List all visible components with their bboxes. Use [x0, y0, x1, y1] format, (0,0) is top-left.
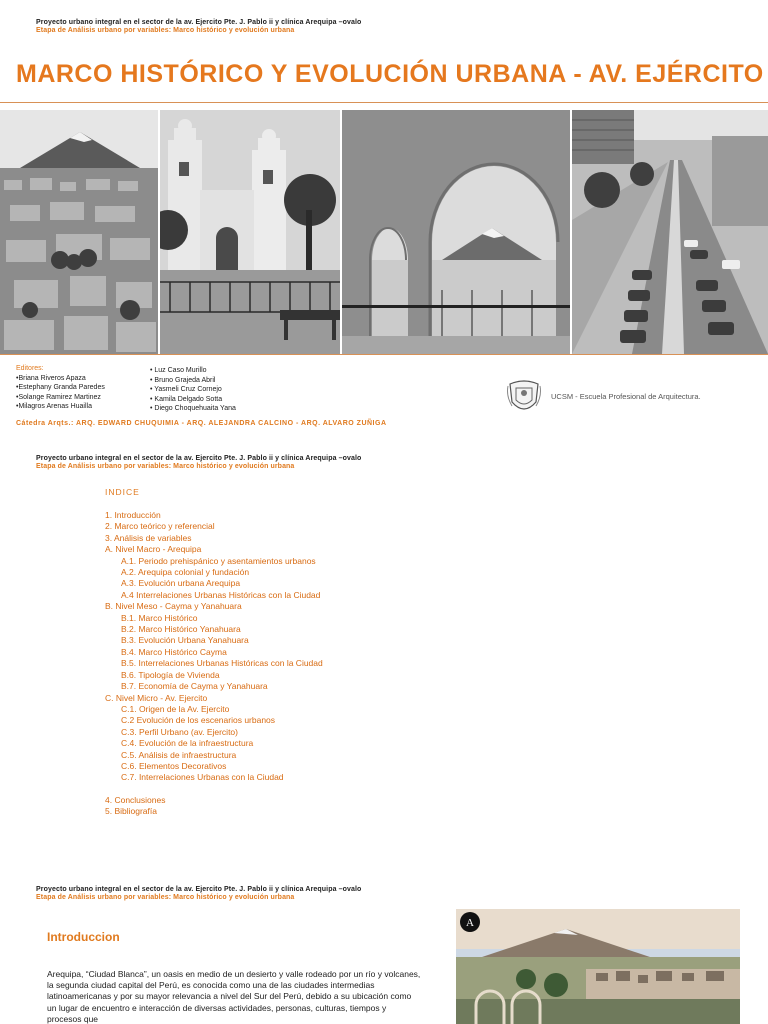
toc-item[interactable]: C.2 Evolución de los escenarios urbanos	[121, 715, 276, 726]
page-header	[36, 455, 361, 470]
team-member: • Yasmeli Cruz Cornejo	[150, 386, 222, 393]
editor-name: •Milagros Arenas Huailla	[16, 403, 92, 410]
project-line: Proyecto urbano integral en el sector de la av. Ejercito Pte. J. Pablo ii y clínica Arequipa –ovalo	[36, 19, 362, 26]
toc-item[interactable]: C.4. Evolución de la infraestructura	[121, 738, 254, 749]
toc-item[interactable]: 5. Bibliografía	[105, 806, 157, 817]
toc-item[interactable]: B.1. Marco Histórico	[121, 612, 198, 623]
arequipa-panorama-photo	[456, 909, 740, 1024]
toc-item[interactable]: A.2. Arequipa colonial y fundación	[121, 567, 250, 578]
church-photo	[160, 110, 340, 354]
table-of-contents	[105, 510, 323, 818]
project-line: Proyecto urbano integral en el sector de la av. Ejercito Pte. J. Pablo ii y clínica Arequipa –ovalo	[36, 886, 362, 893]
intro-page	[0, 878, 768, 1024]
divider	[0, 354, 768, 355]
arches-photo	[342, 110, 570, 354]
editor-name: •Estephany Granda Paredes	[16, 384, 105, 391]
toc-item[interactable]: 4. Conclusiones	[105, 794, 166, 805]
school-name: UCSM - Escuela Profesional de Arquitectura.	[551, 392, 701, 401]
page-header	[36, 886, 361, 901]
divider	[0, 102, 768, 103]
page-title: MARCO HISTÓRICO Y EVOLUCIÓN URBANA - AV. EJÉRCITO	[16, 60, 764, 88]
toc-item[interactable]: A.3. Evolución urbana Arequipa	[121, 578, 241, 589]
editors-list	[16, 364, 105, 412]
intro-paragraph: Arequipa, “Ciudad Blanca”, un oasis en medio de un desierto y valle rodeado por un río y volcanes, la segunda ciudad capital del Perú, es conocida como una de las ciudades intermedias latinoamericanas y por su mayor relevancia a nivel del Sur del Perú, debido a su ubicación como un lugar de encuentro e interacción de diversas actividades, personas, culturas, tiempos y procesos que	[47, 969, 421, 1024]
stage-line: Etapa de Análisis urbano por variables: Marco histórico y evolución urbana	[36, 463, 295, 470]
city-volcano-photo	[0, 110, 158, 354]
toc-item[interactable]: A.4 Interrelaciones Urbanas Históricas con la Ciudad	[121, 589, 321, 600]
catedra-line: Cátedra Arqts.: ARQ. EDWARD CHUQUIMIA - ARQ. ALEJANDRA CALCINO - ARQ. ALVARO ZUÑIGA	[16, 420, 387, 427]
avenue-photo	[572, 110, 768, 354]
toc-item[interactable]: C.7. Interrelaciones Urbanas con la Ciudad	[121, 772, 284, 783]
index-page	[0, 444, 768, 874]
svg-text:A: A	[466, 917, 474, 929]
cover-page	[0, 0, 768, 436]
toc-item[interactable]: B.4. Marco Histórico Cayma	[121, 646, 227, 657]
toc-item[interactable]: B.6. Tipología de Vivienda	[121, 669, 220, 680]
toc-item[interactable]: B.5. Interrelaciones Urbanas Históricas con la Ciudad	[121, 658, 323, 669]
team-member: • Bruno Grajeda Abril	[150, 376, 216, 384]
toc-item[interactable]: B.2. Marco Histórico Yanahuara	[121, 624, 241, 635]
stage-line: Etapa de Análisis urbano por variables: Marco histórico y evolución urbana	[36, 27, 295, 34]
team-list	[150, 366, 236, 414]
section-heading: Introduccion	[47, 930, 120, 944]
toc-item[interactable]: B.3. Evolución Urbana Yanahuara	[121, 635, 249, 646]
editor-name: •Solange Ramirez Martinez	[16, 393, 101, 401]
toc-item[interactable]: C.3. Perfil Urbano (av. Ejercito)	[121, 726, 238, 737]
toc-item[interactable]: A.1. Periodo prehispánico y asentamientos urbanos	[121, 555, 316, 566]
toc-item[interactable]: B.7. Economía de Cayma y Yanahuara	[121, 681, 268, 692]
team-member: • Luz Caso Murillo	[150, 367, 207, 374]
project-line: Proyecto urbano integral en el sector de la av. Ejercito Pte. J. Pablo ii y clínica Arequipa –ovalo	[36, 455, 362, 462]
toc-item[interactable]: C.1. Origen de la Av. Ejercito	[121, 703, 230, 714]
toc-item[interactable]: B. Nivel Meso - Cayma y Yanahuara	[105, 601, 242, 612]
toc-item[interactable]: C. Nivel Micro - Av. Ejercito	[105, 692, 208, 703]
university-seal-icon	[506, 378, 542, 423]
index-title: INDICE	[105, 487, 140, 497]
toc-item[interactable]: A. Nivel Macro - Arequipa	[105, 544, 202, 555]
team-member: • Kamila Delgado Sotta	[150, 395, 223, 403]
editor-name: •Briana Riveros Apaza	[16, 374, 86, 382]
toc-item[interactable]: 2. Marco teórico y referencial	[105, 521, 215, 532]
toc-item[interactable]: 1. Introducción	[105, 510, 161, 520]
toc-item[interactable]: C.5. Análisis de infraestructura	[121, 749, 237, 760]
toc-item[interactable]: C.6. Elementos Decorativos	[121, 760, 227, 771]
page-header	[36, 19, 361, 34]
editors-label: Editores:	[16, 365, 44, 372]
photo-strip	[0, 110, 768, 354]
toc-item[interactable]: 3. Análisis de variables	[105, 532, 192, 543]
stage-line: Etapa de Análisis urbano por variables: Marco histórico y evolución urbana	[36, 894, 295, 901]
architecture-logo-icon	[460, 912, 480, 932]
team-member: • Diego Choquehuaita Yana	[150, 405, 236, 412]
